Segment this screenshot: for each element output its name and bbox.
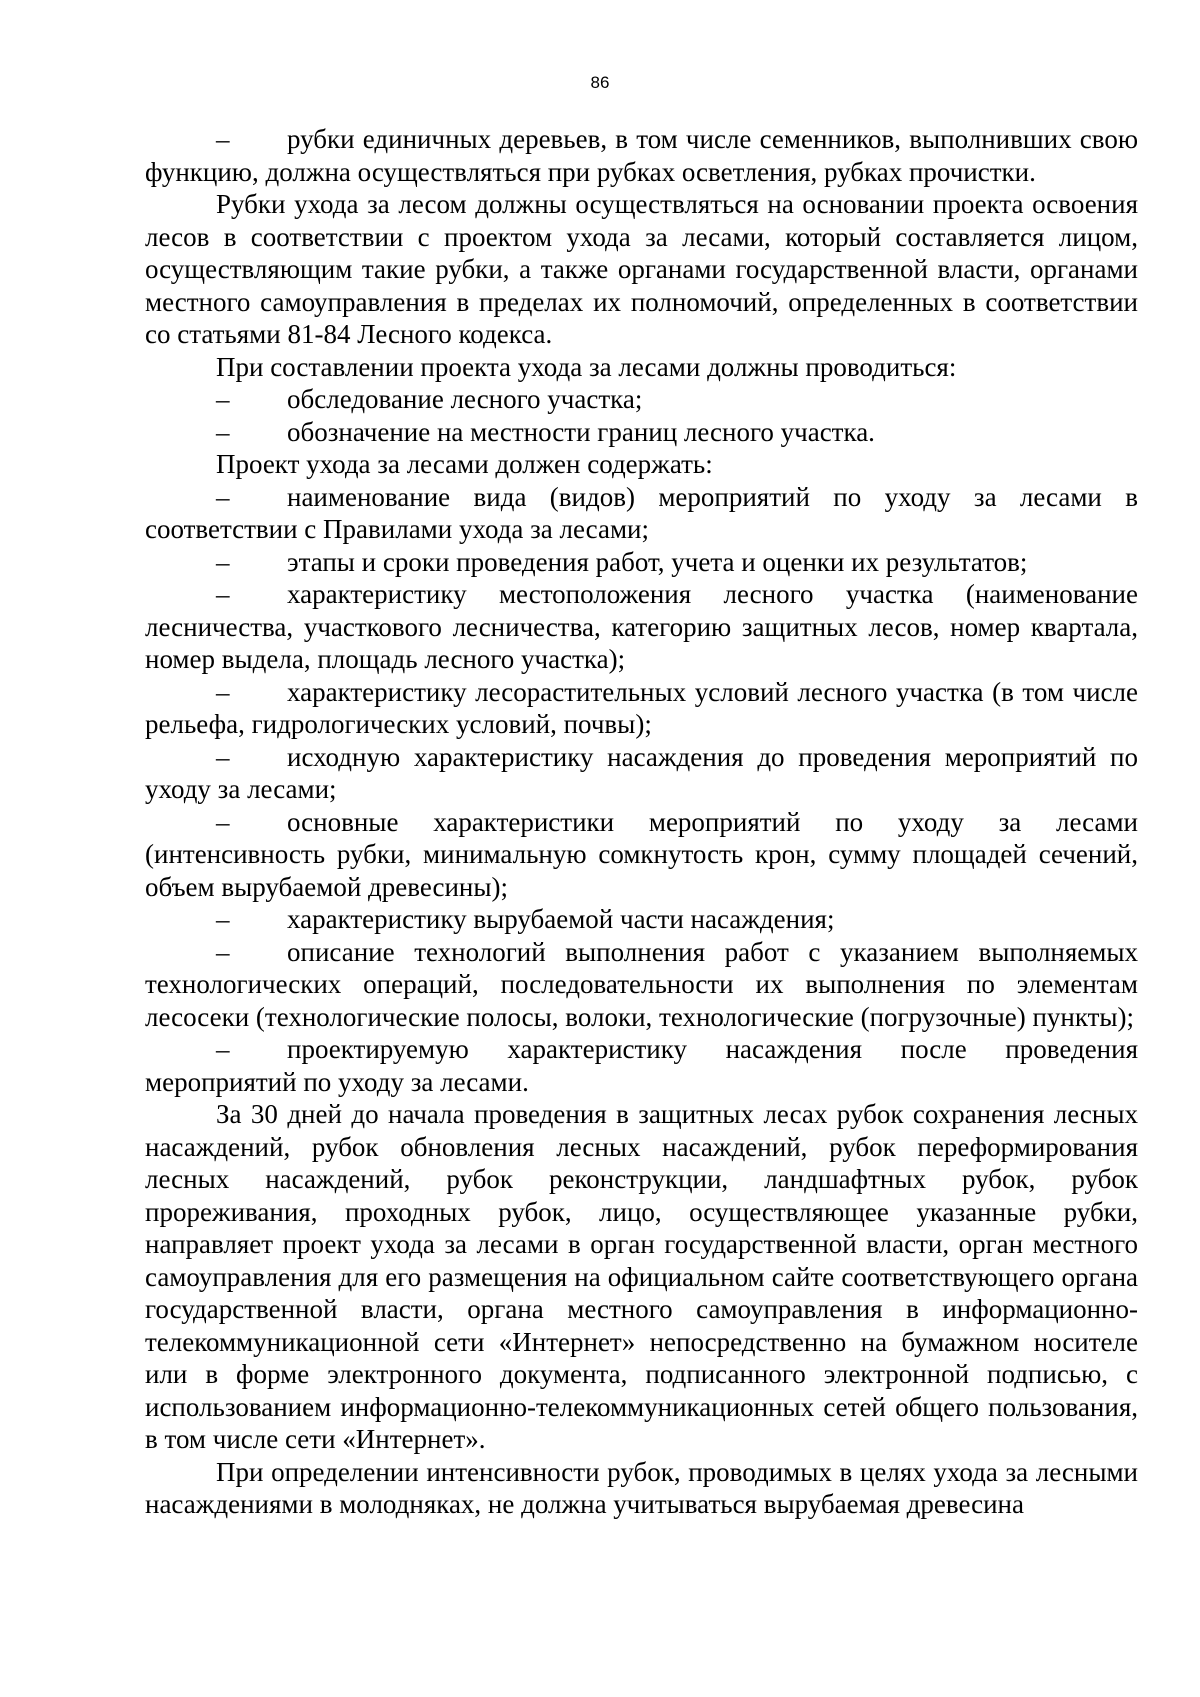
list-item-text: рубки единичных деревьев, в том числе семенников, выполнивших свою функцию, должна осуществляться при рубках осветления, рубках прочистки. xyxy=(145,124,1138,187)
document-body xyxy=(145,123,1138,1521)
list-item xyxy=(145,416,1138,449)
list-item xyxy=(145,806,1138,904)
paragraph: Рубки ухода за лесом должны осуществляться на основании проекта освоения лесов в соответствии с проектом ухода за лесами, который составляется лицом, осуществляющим такие рубки, а также органами государственной власти, органами местного самоуправления в пределах их полномочий, определенных в соответствии со статьями 81-84 Лесного кодекса. xyxy=(145,189,1138,349)
paragraph: При определении интенсивности рубок, проводимых в целях ухода за лесными насаждениями в молодняках, не должна учитываться вырубаемая древесина xyxy=(145,1456,1138,1519)
list-item xyxy=(145,676,1138,741)
list-dash: – xyxy=(216,481,230,512)
list-item-text: этапы и сроки проведения работ, учета и оценки их результатов; xyxy=(287,546,1028,577)
list-item-text: характеристику лесорастительных условий лесного участка (в том числе рельефа, гидрологических условий, почвы); xyxy=(145,676,1138,739)
paragraph: За 30 дней до начала проведения в защитных лесах рубок сохранения лесных насаждений, рубок обновления лесных насаждений, рубок переформирования лесных насаждений, рубок реконструкции, ландшафтных рубок, рубок прореживания, проходных рубок, лицо, осуществляющее указанные рубки, направляет проект ухода за лесами в орган государственной власти, орган местного самоуправления для его размещения на официальном сайте соответствующего органа государственной власти, органа местного самоуправления в информационно-телекоммуникационной сети «Интернет» непосредственно на бумажном носителе или в форме электронного документа, подписанного электронной подписью, с использованием информационно-телекоммуникационных сетей общего пользования, в том числе сети «Интернет». xyxy=(145,1099,1138,1454)
list-item xyxy=(145,481,1138,546)
list-item xyxy=(145,123,1138,188)
list-item-text: исходную характеристику насаждения до проведения мероприятий по уходу за лесами; xyxy=(145,741,1138,804)
list-dash: – xyxy=(216,416,230,447)
list-item-text: описание технологий выполнения работ с указанием выполняемых технологических операций, последовательности их выполнения по элементам лесосеки (технологические полосы, волоки, технологические (погрузочные) пункты); xyxy=(145,936,1138,1032)
page-number: 86 xyxy=(590,73,610,92)
list-item-text: характеристику местоположения лесного участка (наименование лесничества, участкового лесничества, категорию защитных лесов, номер квартала, номер выдела, площадь лесного участка); xyxy=(145,579,1138,674)
list-item xyxy=(145,1033,1138,1098)
list-item-text: основные характеристики мероприятий по уходу за лесами (интенсивность рубки, минимальную сомкнутость крон, сумму площадей сечений, объем вырубаемой древесины); xyxy=(145,806,1138,902)
list-dash: – xyxy=(216,1034,230,1064)
list-dash: – xyxy=(216,124,230,154)
list-item-text: обозначение на местности границ лесного участка. xyxy=(287,416,875,447)
list-dash: – xyxy=(216,904,230,934)
list-item xyxy=(145,741,1138,806)
list-item xyxy=(145,903,1138,936)
list-dash: – xyxy=(216,741,230,772)
list-item-text: наименование вида (видов) мероприятий по уходу за лесами в соответствии с Правилами ухода за лесами; xyxy=(145,481,1138,544)
list-item-text: обследование лесного участка; xyxy=(287,384,643,414)
list-dash: – xyxy=(216,579,230,609)
list-dash: – xyxy=(216,384,230,414)
list-item xyxy=(145,936,1138,1034)
list-item xyxy=(145,578,1138,676)
list-item-text: характеристику вырубаемой части насаждения; xyxy=(287,904,835,934)
list-dash: – xyxy=(216,546,230,577)
list-dash: – xyxy=(216,676,230,707)
paragraph: При составлении проекта ухода за лесами должны проводиться: xyxy=(216,351,957,382)
list-item xyxy=(145,546,1138,579)
list-dash: – xyxy=(216,806,230,837)
list-item xyxy=(145,383,1138,416)
list-item-text: проектируемую характеристику насаждения после проведения мероприятий по уходу за лесами. xyxy=(145,1034,1138,1097)
paragraph: Проект ухода за лесами должен содержать: xyxy=(216,449,713,479)
list-dash: – xyxy=(216,936,230,967)
